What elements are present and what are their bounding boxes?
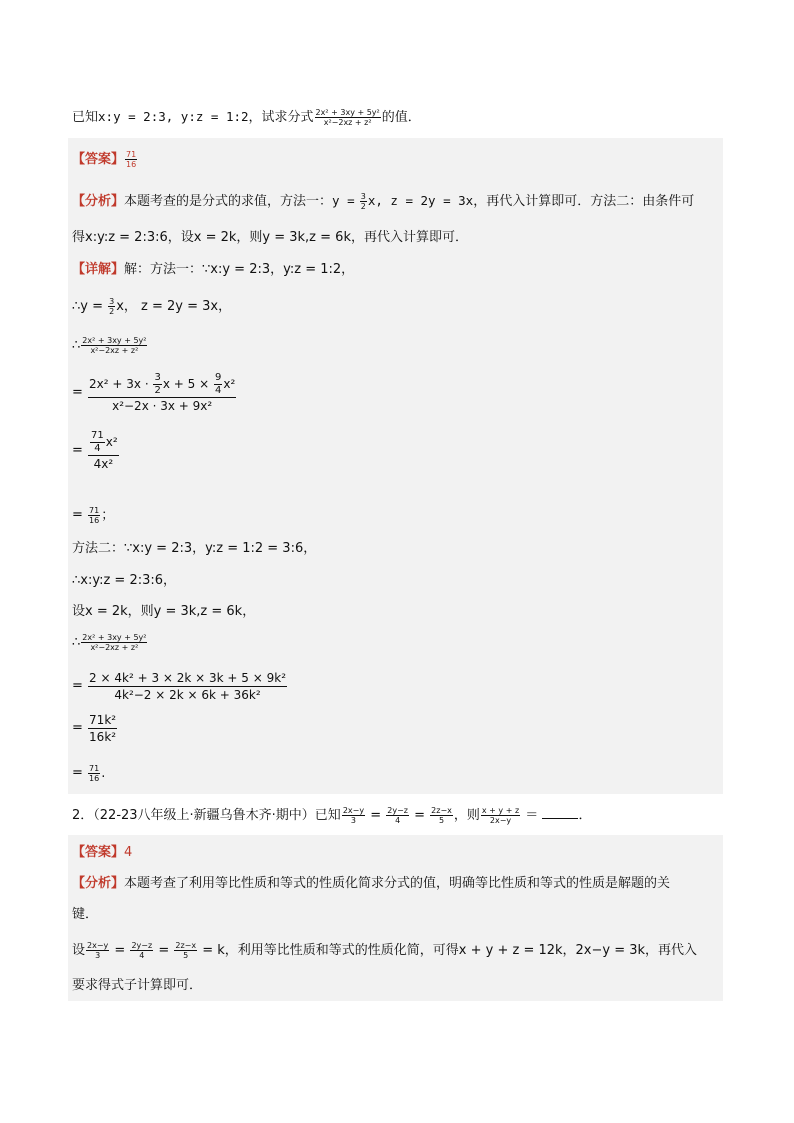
q1-method2-step3: = $\frac{71}{16}$ . <box>72 764 106 783</box>
answer-fraction: $\frac{71}{16}$ <box>126 150 137 169</box>
q1-method2-line2: ∴x:y:z = 2:3:6， <box>72 573 177 588</box>
q1-method2-line3: 设x = 2k，则y = 3k,z = 6k， <box>72 604 256 619</box>
q2-answer: 【答案】4 <box>72 845 133 860</box>
q1-method2-step1: = $\frac{\text{2 × 4k² + 3 × 2k × 3k + 5 × 9k²}}{\text{4k²−2 × 2k × 6k + 36k²}}$ <box>72 671 287 702</box>
q1-method2-step2: = $\frac{\text{71k²}}{\text{16k²}}$ <box>72 713 117 744</box>
q2-analysis-line4: 要求得式子计算即可． <box>72 978 203 993</box>
q1-answer: 【答案】 $\frac{71}{16}$ <box>72 150 137 169</box>
q2-analysis-line1: 【分析】本题考查了利用等比性质和等式的性质化简求分式的值，明确等比性质和等式的性质是解题的关 <box>72 876 671 891</box>
q1-analysis-line2: 得x:y:z = 2:3:6，设x = 2k，则y = 3k,z = 6k，再代入计算即可． <box>72 230 468 245</box>
q1-therefore-fraction: ∴ $\frac{\text{2x² + 3xy + 5y²}}{\text{x²−2xz + z²}}$ <box>72 336 147 355</box>
answer-blank <box>542 806 578 819</box>
q2-analysis-line2: 键． <box>72 907 99 922</box>
q1-step1: = 2x² + 3x · $\frac{3}{2}$ x + 5 × $\frac{9}{4}$ x² x²−2x · 3x + 9x² <box>72 372 236 413</box>
q2-stem: 2．（22-23八年级上·新疆乌鲁木齐·期中）已知 $\frac{2x-y}{3}$ = $\frac{2y-z}{4}$ = $\frac{2z-x}{5}$ ，则 $\frac{x + y + z}{2x-y}$ ＝ ． <box>72 806 592 825</box>
q1-step3: = $\frac{71}{16}$ ； <box>72 506 115 525</box>
q1-detail-line1: 【详解】解：方法一：∵x:y = 2:3，y:z = 1:2， <box>72 262 355 277</box>
q1-step2: = $\frac{71}{4}$ x² 4x² <box>72 430 118 471</box>
q1-method2-therefore: ∴ $\frac{\text{2x² + 3xy + 5y²}}{\text{x²−2xz + z²}}$ <box>72 633 147 652</box>
q2-analysis-line3: 设 $\frac{2x-y}{3}$ = $\frac{2y-z}{4}$ = $\frac{2z-x}{5}$ = k，利用等比性质和等式的性质化简，可得x + y + z = 12k，2x−y = 3k，再代入 <box>72 941 698 960</box>
q1-detail-line2: ∴y = $\frac{3}{2}$ x， z = 2y = 3x， <box>72 297 232 316</box>
q1-analysis-line1: 【分析】本题考查的是分式的求值，方法一：y = $\frac{3}{2}$ x, z = 2y = 3x，再代入计算即可．方法二：由条件可 <box>72 192 695 211</box>
q1-method2-line1: 方法二：∵x:y = 2:3，y:z = 1:2 = 3:6， <box>72 541 317 556</box>
q1-fraction: $\frac{\text{2x² + 3xy + 5y²}}{\text{x²−2xz + z²}}$ <box>315 108 380 127</box>
q1-stem: 已知x:y = 2:3, y:z = 1:2，试求分式 $\frac{\text{2x² + 3xy + 5y²}}{\text{x²−2xz + z²}}$ 的值． <box>72 108 421 127</box>
